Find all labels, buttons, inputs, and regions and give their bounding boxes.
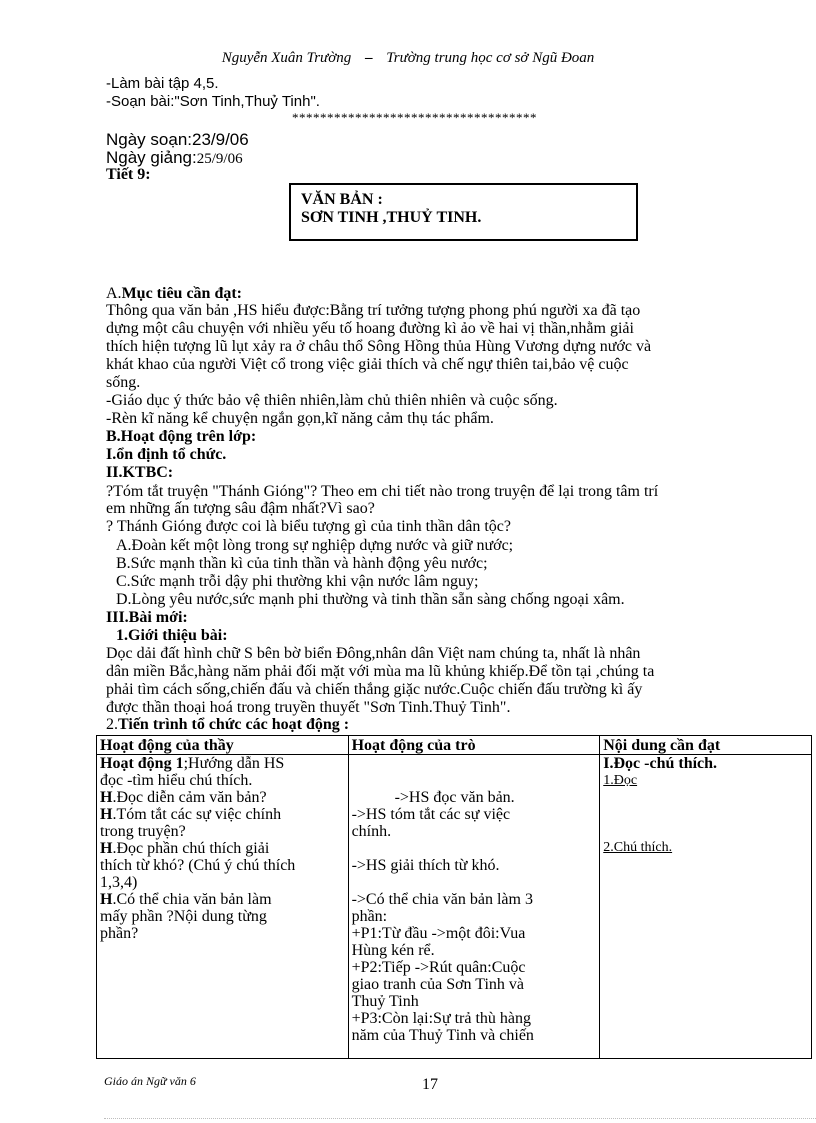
student-cell [348, 755, 600, 1059]
student-part-3-cont: năm của Thuỷ Tinh và chiến [351, 1027, 534, 1044]
section-b-i: I.ổn định tổ chức. [106, 446, 227, 463]
ktbc-option: A.Đoàn kết một lòng trong sự nghiệp dựng nước và giữ nước; [116, 537, 514, 554]
teacher-q3-cont: thích từ khó? (Chú ý chú thích [100, 857, 296, 874]
h-label: H [100, 789, 113, 806]
tien-trinh-heading [106, 716, 349, 734]
teacher-q4-cont: phần? [100, 925, 139, 942]
page-number: 17 [422, 1076, 438, 1093]
student-a3: ->HS giải thích từ khó. [351, 857, 500, 874]
student-a2-cont: chính. [351, 823, 392, 840]
student-part-2-cont: Thuỷ Tinh [351, 993, 419, 1010]
lesson-title-box [289, 183, 638, 241]
teacher-q4-cont: mấy phần ?Nội dung từng [100, 908, 267, 925]
hd1-rest: ;Hướng dẫn HS [183, 755, 285, 772]
ngay-giang-label: Ngày giảng: [106, 148, 197, 167]
student-spacer [352, 840, 597, 857]
intro-line-2: -Soạn bài:"Sơn Tinh,Thuỷ Tinh". [106, 93, 320, 110]
student-a1: ->HS đọc văn bản. [394, 789, 515, 806]
section-a-heading [106, 285, 242, 303]
student-part-3: +P3:Còn lại:Sự trả thù hàng [351, 1010, 532, 1027]
gioi-thieu-line: dân miền Bắc,hàng năm phải đối mặt với mùa ma lũ khủng khiếp.Để tồn tại ,chúng ta [106, 663, 655, 680]
h-label: H [100, 891, 113, 908]
teacher-q3-cont: 1,3,4) [100, 874, 138, 891]
section-a-line: Thông qua văn bản ,HS hiểu được:Bằng trí tưởng tượng phong phú người xa đã tạo [106, 302, 641, 319]
separator-stars: *********************************** [292, 110, 537, 125]
title-line-2: SƠN TINH ,THUỶ TINH. [301, 209, 482, 226]
gioi-thieu-line: được thần thoại hoá trong truyền thuyết "Sơn Tinh.Thuỷ Tinh". [106, 699, 511, 716]
footer-divider [104, 1118, 816, 1119]
ktbc-question-1a: ?Tóm tắt truyện "Thánh Gióng"? Theo em chi tiết nào trong truyện để lại trong tâm trí [106, 483, 659, 500]
teacher-q2-text: .Tóm tắt các sự việc chính [112, 806, 282, 823]
tien-trinh-title: Tiến trình tổ chức các hoạt động : [118, 716, 350, 733]
gioi-thieu-line: phải tìm cách sống,chiến đấu và chiến thắng giặc nước.Cuộc chiến đấu trường kì ấy [106, 681, 643, 698]
teacher-q3-text: .Đọc phần chú thích giải [112, 840, 270, 857]
header-student: Hoạt động của trò [348, 736, 600, 755]
section-b-ii: II.KTBC: [106, 464, 174, 481]
hd1-line-2: đọc -tìm hiểu chú thích. [100, 772, 253, 789]
ktbc-option: C.Sức mạnh trỗi dậy phi thường khi vận nước lâm nguy; [116, 573, 479, 590]
student-part-1: +P1:Từ đầu ->một đôi:Vua [351, 925, 526, 942]
hd1-line [100, 755, 345, 772]
activity-table [96, 735, 812, 1059]
header-teacher: Hoạt động của thầy [97, 736, 349, 755]
table-row [97, 755, 812, 1059]
h-label: H [100, 806, 113, 823]
gioi-thieu-bai: 1.Giới thiệu bài: [116, 627, 228, 644]
content-chu-thich: 2.Chú thích. [603, 840, 673, 855]
page-header [0, 50, 816, 67]
header-school: Trường trung học cơ sở Ngũ Đoan [386, 50, 595, 66]
hd1-label: Hoạt động 1 [100, 755, 184, 772]
header-dash: – [364, 50, 373, 66]
teacher-cell [97, 755, 349, 1059]
teacher-q3 [100, 840, 345, 857]
student-part-2-cont: giao tranh của Sơn Tinh và [351, 976, 525, 993]
section-a-line: dựng một câu chuyện với nhiều yếu tố hoang đường kì ảo về hai vị thần,nhằm giải [106, 320, 634, 337]
h-label: H [100, 840, 113, 857]
ngay-giang [106, 148, 243, 168]
ngay-giang-date: 25/9/06 [196, 151, 243, 167]
section-a-line: thích hiện tượng lũ lụt xảy ra ở châu thổ Sông Hồng thủa Hùng Vương dựng nước và [106, 338, 652, 355]
section-a-title: Mục tiêu cần đạt: [121, 285, 242, 302]
ktbc-option: D.Lòng yêu nước,sức mạnh phi thường và tinh thần sẵn sàng chống ngoại xâm. [116, 591, 625, 608]
ktbc-question-1b: em những ấn tượng sâu đậm nhất?Vì sao? [106, 500, 375, 517]
student-part-1-cont: Hùng kén rể. [351, 942, 435, 959]
section-b-heading: B.Hoạt động trên lớp: [106, 428, 257, 445]
content-heading: I.Đọc -chú thích. [603, 755, 718, 772]
section-a-prefix: A. [106, 285, 122, 302]
student-spacer [352, 755, 597, 789]
ktbc-option: B.Sức mạnh thần kì của tinh thần và hành động yêu nước; [116, 555, 488, 572]
content-cell [600, 755, 812, 1059]
teacher-q2 [100, 806, 345, 823]
title-line-1: VĂN BẢN : [301, 191, 383, 208]
section-a-line: khát khao của người Việt cổ trong việc giải thích và chế ngự thiên tai,bảo vệ cuộc [106, 356, 629, 373]
teacher-q4-text: .Có thể chia văn bản làm [112, 891, 272, 908]
teacher-q4 [100, 891, 345, 908]
teacher-q2-cont: trong truyện? [100, 823, 186, 840]
student-a4-cont: phần: [351, 908, 388, 925]
section-a-line: -Giáo dục ý thức bảo vệ thiên nhiên,làm chủ thiên nhiên và cuộc sống. [106, 392, 558, 409]
footer-subject: Giáo án Ngữ văn 6 [104, 1074, 196, 1088]
intro-line-1: -Làm bài tập 4,5. [106, 75, 219, 92]
teacher-q1 [100, 789, 345, 806]
section-a-line: -Rèn kĩ năng kể chuyện ngắn gọn,kĩ năng cảm thụ tác phẩm. [106, 410, 494, 427]
section-b-iii: III.Bài mới: [106, 609, 188, 626]
header-author: Nguyễn Xuân Trường [221, 50, 352, 66]
gioi-thieu-line: Dọc dải đất hình chữ S bên bờ biển Đông,nhân dân Việt nam chúng ta, nhất là nhân [106, 645, 641, 662]
tiet: Tiết 9: [106, 166, 151, 183]
ngay-soan: Ngày soạn:23/9/06 [106, 130, 249, 149]
ktbc-question-2: ? Thánh Gióng được coi là biểu tượng gì của tinh thần dân tộc? [106, 518, 511, 535]
header-content: Nội dung cần đạt [600, 736, 812, 755]
student-a2: ->HS tóm tắt các sự việc [351, 806, 511, 823]
table-header-row [97, 736, 812, 755]
content-doc: 1.Đọc [603, 773, 638, 788]
content-spacer [603, 789, 808, 839]
student-part-2: +P2:Tiếp ->Rút quân:Cuộc [351, 959, 526, 976]
teacher-q1-text: .Đọc diễn cảm văn bản? [112, 789, 267, 806]
student-spacer [352, 874, 597, 891]
student-a4: ->Có thể chia văn bản làm 3 [351, 891, 533, 908]
section-a-line: sống. [106, 374, 141, 391]
tien-trinh-prefix: 2. [106, 716, 118, 733]
